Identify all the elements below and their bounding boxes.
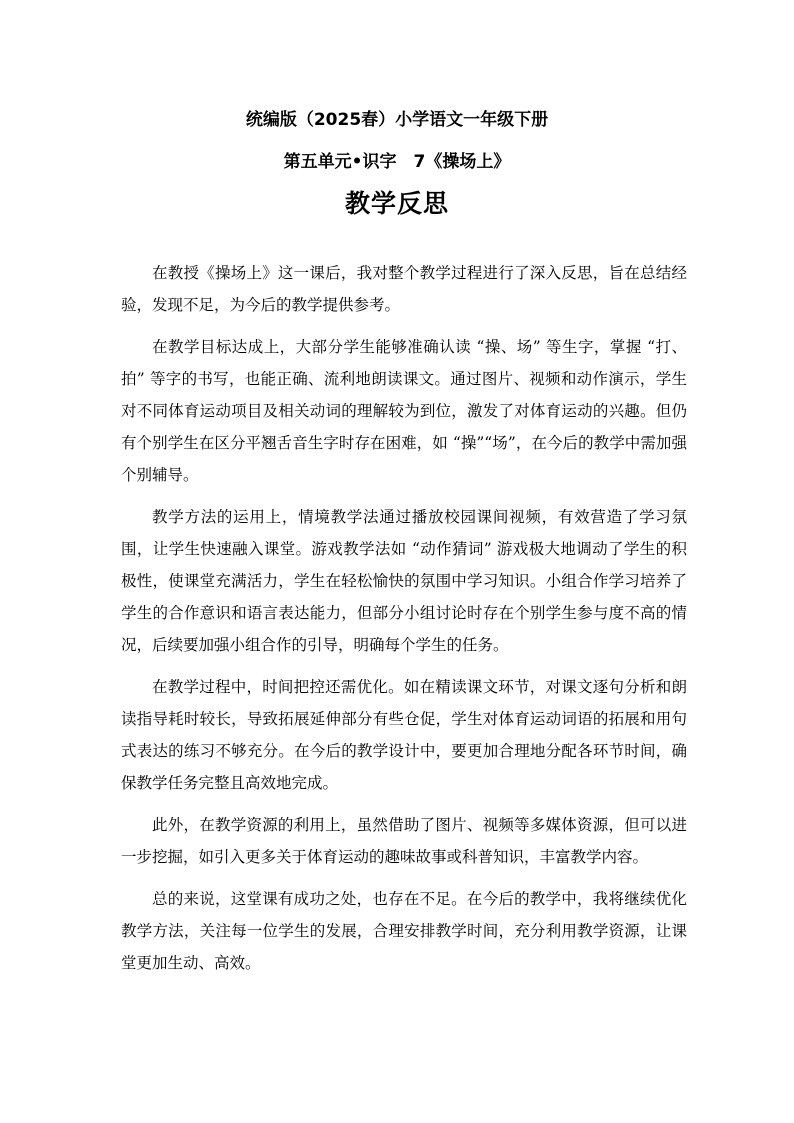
page-title: 教学反思: [344, 189, 449, 218]
document-subtitle-series: 统编版（2025春）小学语文一年级下册: [245, 110, 549, 130]
paragraph-summary: 总的来说，这堂课有成功之处，也存在不足。在今后的教学中，我将继续优化教学方法，关注每一位学生的发展，合理安排教学时间，充分利用教学资源，让课堂更加生动、高效。: [121, 890, 687, 972]
document-subtitle-lesson: 第五单元•识字 7《操场上》: [283, 152, 511, 172]
document-body: [121, 257, 687, 989]
paragraph-time-management: 在教学过程中，时间把控还需优化。如在精读课文环节，对课文逐句分析和朗读指导耗时较长，导致拓展延伸部分有些仓促，学生对体育运动词语的拓展和用句式表达的练习不够充分。在今后的教学设计中，要更加合理地分配各环节时间，确保教学任务完整且高效地完成。: [121, 678, 687, 792]
paragraph-intro: 在教授《操场上》这一课后，我对整个教学过程进行了深入反思，旨在总结经验，发现不足，为今后的教学提供参考。: [121, 264, 687, 314]
paragraph-objectives: 在教学目标达成上，大部分学生能够准确认读 “操、场” 等生字，掌握 “打、拍” 等字的书写，也能正确、流利地朗读课文。通过图片、视频和动作演示，学生对不同体育运动项目及相关动词的理解较为到位，激发了对体育运动的兴趣。但仍有个别学生在区分平翘舌音生字时存在困难，如 “操”“场”，在今后的教学中需加强个别辅导。: [121, 338, 687, 484]
paragraph-resources: 此外，在教学资源的利用上，虽然借助了图片、视频等多媒体资源，但可以进一步挖掘，如引入更多关于体育运动的趣味故事或科普知识，丰富教学内容。: [121, 816, 687, 866]
paragraph-methods: 教学方法的运用上，情境教学法通过播放校园课间视频，有效营造了学习氛围，让学生快速融入课堂。游戏教学法如 “动作猜词” 游戏极大地调动了学生的积极性，使课堂充满活力，学生在轻松愉快的氛围中学习知识。小组合作学习培养了学生的合作意识和语言表达能力，但部分小组讨论时存在个别学生参与度不高的情况，后续要加强小组合作的引导，明确每个学生的任务。: [121, 508, 687, 654]
